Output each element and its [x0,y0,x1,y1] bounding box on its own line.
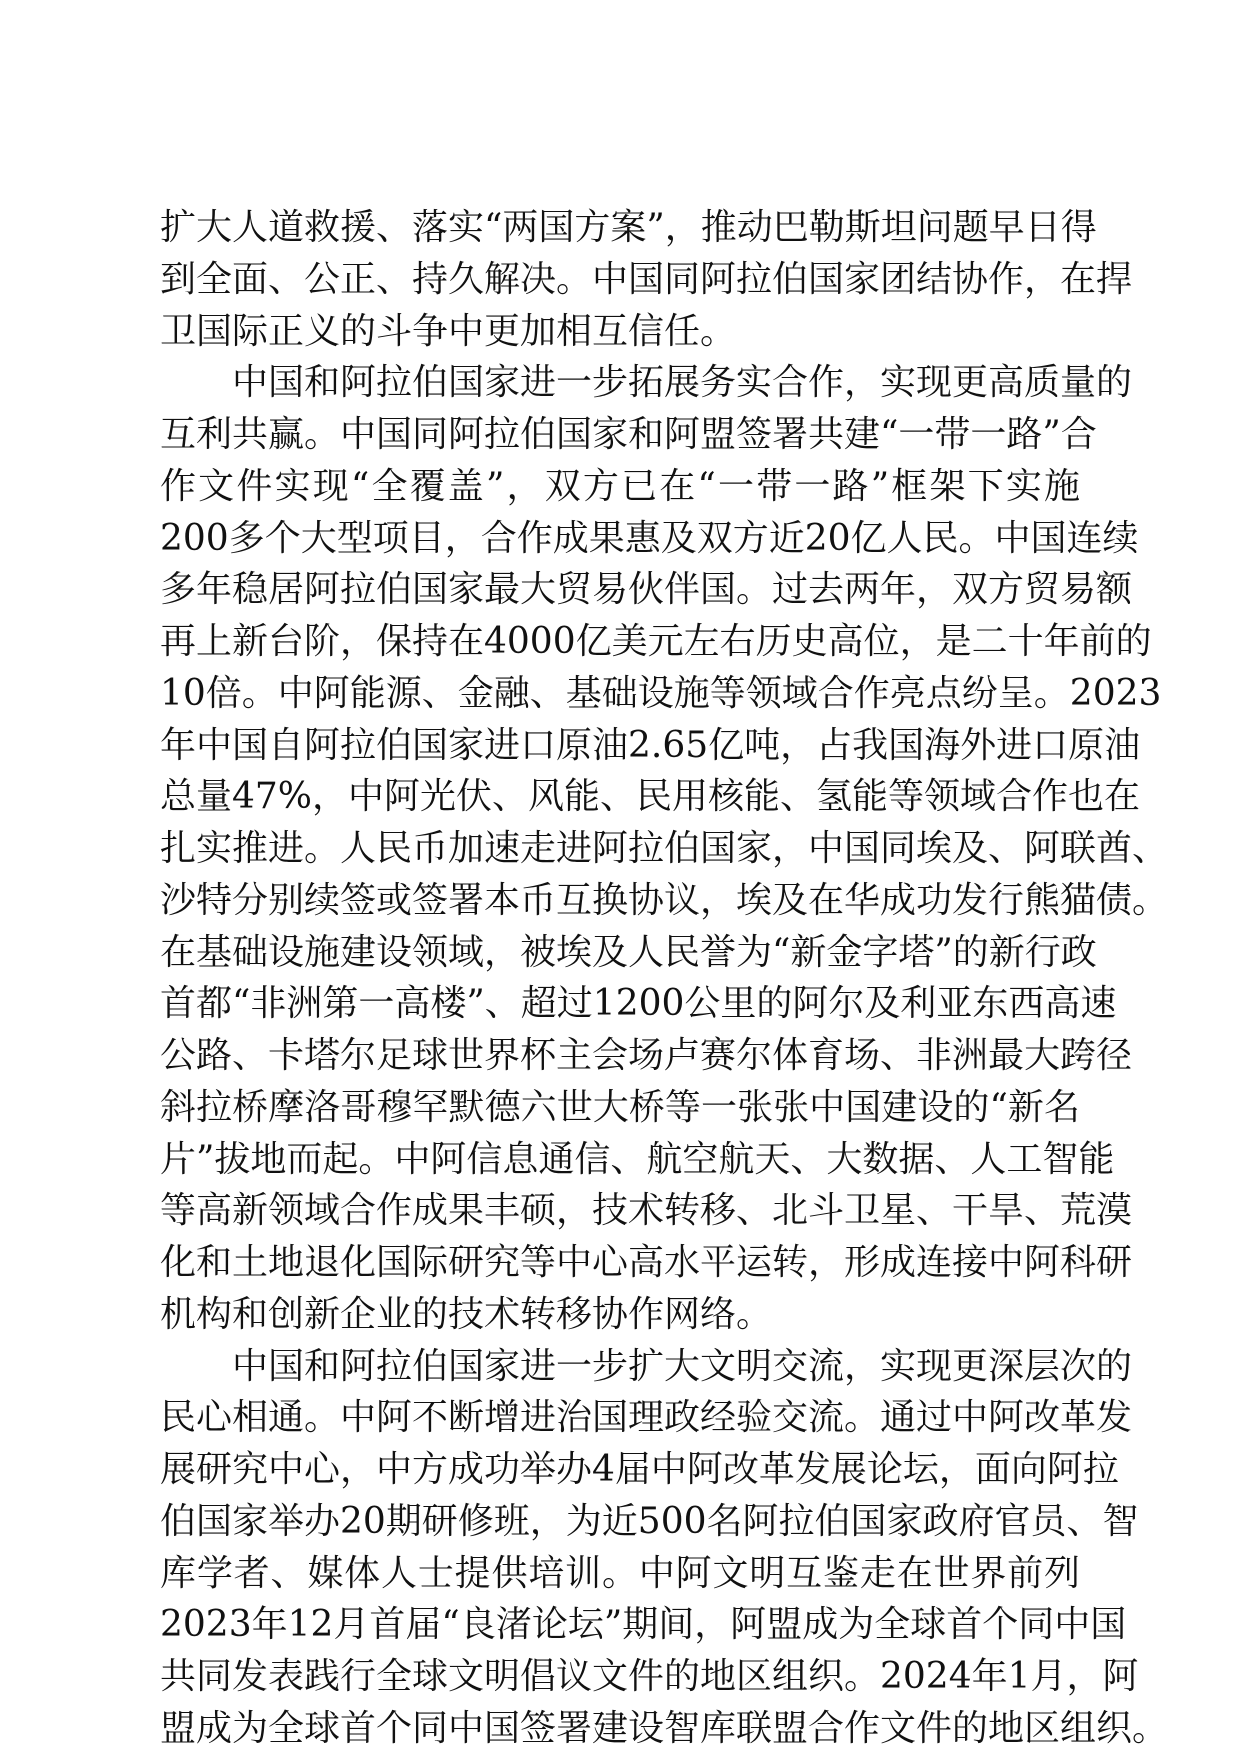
text-line: 片”拔地而起。中阿信息通信、航空航天、大数据、人工智能 [160,1138,1115,1180]
text-line: 机构和创新企业的技术转移协作网络。 [160,1293,773,1335]
document-page [160,202,1169,1755]
text-line: 中国和阿拉伯国家进一步扩大文明交流，实现更深层次的 [232,1345,1133,1387]
text-line: 展研究中心，中方成功举办4届中阿改革发展论坛，面向阿拉 [160,1449,1119,1490]
text-line: 在基础设施建设领域，被埃及人民誉为“新金字塔”的新行政 [160,931,1097,973]
text-line: 卫国际正义的斗争中更加相互信任。 [160,310,737,352]
paragraph-1 [160,202,1133,357]
text-line: 年中国自阿拉伯国家进口原油2.65亿吨，占我国海外进口原油 [160,724,1141,766]
text-line: 斜拉桥摩洛哥穆罕默德六世大桥等一张张中国建设的“新名 [160,1086,1080,1128]
paragraph-3 [160,1341,1169,1755]
text-line: 再上新台阶，保持在4000亿美元左右历史高位，是二十年前的 [160,621,1152,662]
text-line: 沙特分别续签或签署本币互换协议，埃及在华成功发行熊猫债。 [160,879,1169,921]
text-line: 作文件实现“全覆盖”，双方已在“一带一路”框架下实施 [160,465,1080,507]
text-line: 扩大人道救援、落实“两国方案”，推动巴勒斯坦问题早日得 [160,207,1097,248]
text-line: 200多个大型项目，合作成果惠及双方近20亿人民。中国连续 [160,517,1139,559]
text-line: 公路、卡塔尔足球世界杯主会场卢赛尔体育场、非洲最大跨径 [160,1035,1133,1076]
text-line: 伯国家举办20期研修班，为近500名阿拉伯国家政府官员、智 [160,1500,1139,1542]
text-line: 扎实推进。人民币加速走进阿拉伯国家，中国同埃及、阿联酋、 [160,828,1169,869]
text-line: 民心相通。中阿不断增进治国理政经验交流。通过中阿改革发 [160,1397,1133,1439]
text-line: 中国和阿拉伯国家进一步拓展务实合作，实现更高质量的 [232,362,1133,404]
text-line: 2023年12月首届“良渚论坛”期间，阿盟成为全球首个同中国 [160,1604,1127,1646]
text-line: 等高新领域合作成果丰硕，技术转移、北斗卫星、干旱、荒漠 [160,1190,1133,1232]
text-line: 10倍。中阿能源、金融、基础设施等领域合作亮点纷呈。2023 [160,672,1162,714]
text-line: 化和土地退化国际研究等中心高水平运转，形成连接中阿科研 [160,1242,1133,1283]
text-line: 库学者、媒体人士提供培训。中阿文明互鉴走在世界前列 [160,1552,1080,1594]
text-line: 首都“非洲第一高楼”、超过1200公里的阿尔及利亚东西高速 [160,983,1117,1025]
paragraph-2 [160,357,1169,1340]
text-line: 到全面、公正、持久解决。中国同阿拉伯国家团结协作，在捍 [160,258,1133,300]
text-line: 共同发表践行全球文明倡议文件的地区组织。2024年1月，阿 [160,1656,1139,1697]
text-line: 互利共赢。中国同阿拉伯国家和阿盟签署共建“一带一路”合 [160,414,1097,455]
text-line: 多年稳居阿拉伯国家最大贸易伙伴国。过去两年，双方贸易额 [160,569,1133,611]
text-line: 总量47%，中阿光伏、风能、民用核能、氢能等领域合作也在 [160,776,1141,818]
text-line: 盟成为全球首个同中国签署建设智库联盟合作文件的地区组织。 [160,1707,1169,1749]
